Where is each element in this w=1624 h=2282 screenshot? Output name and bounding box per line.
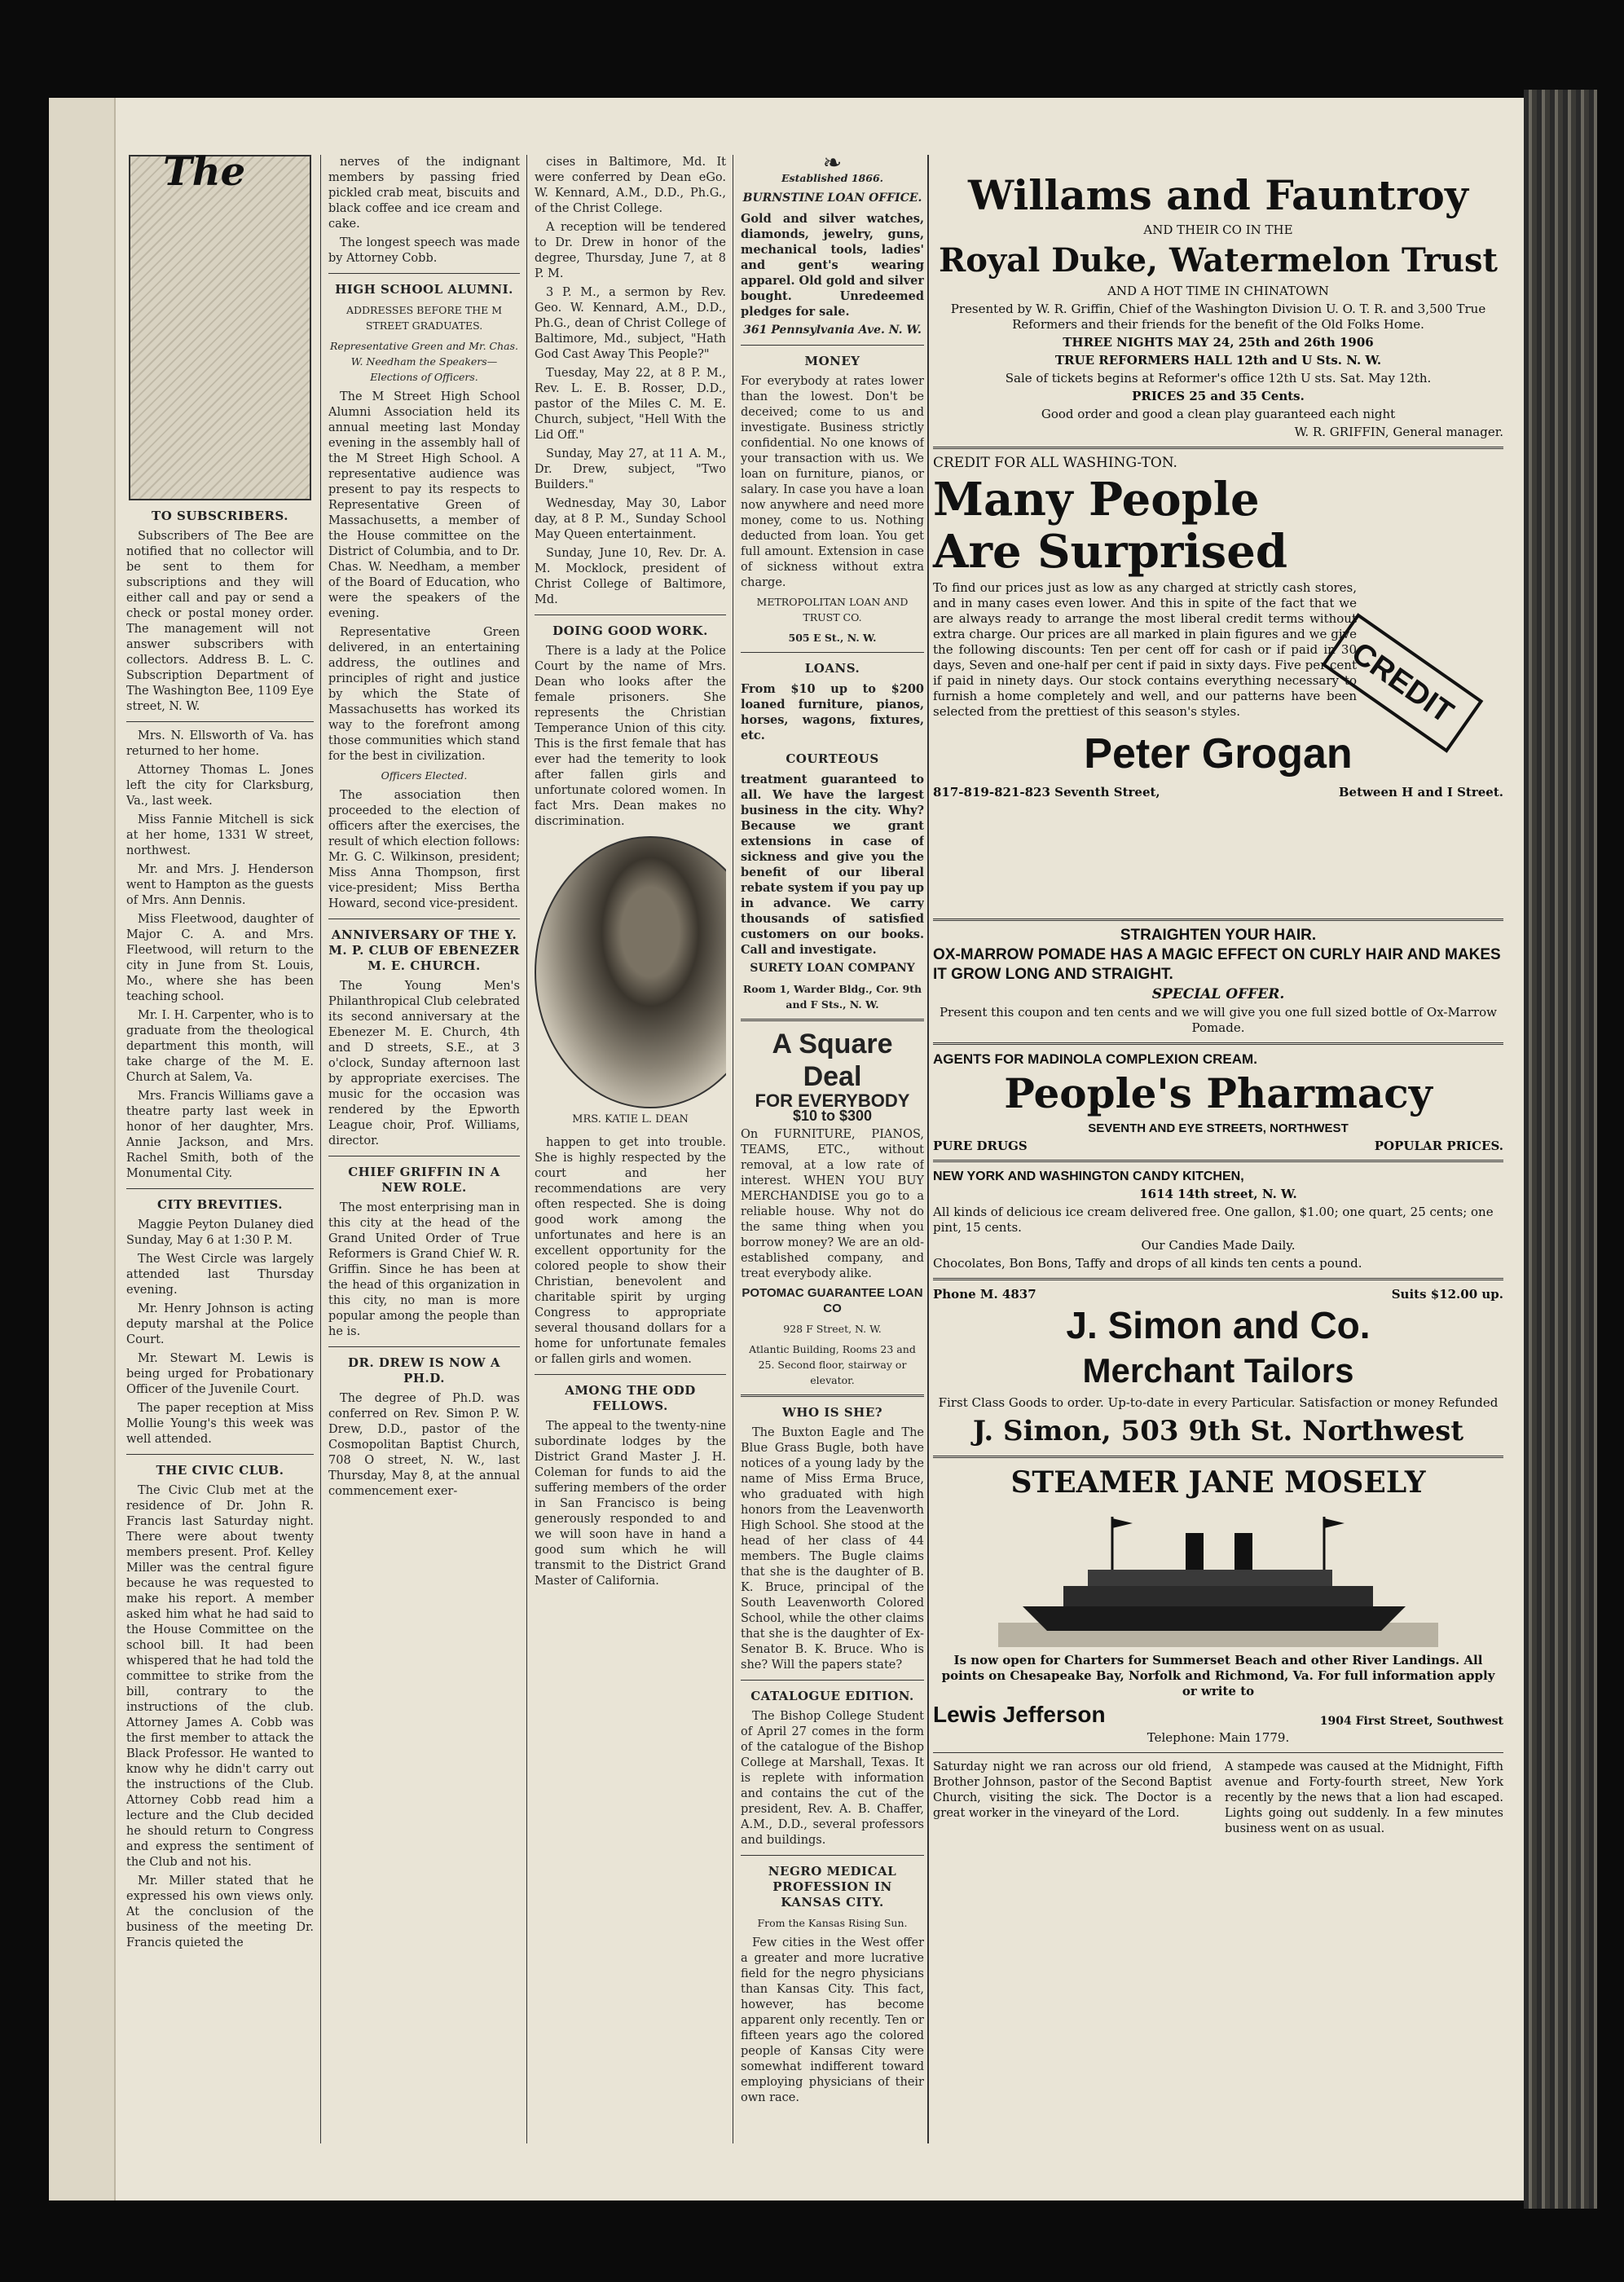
- col3-opening-2: A reception will be tendered to Dr. Drew in honor of the degree, Thursday, June 7, at 8 P. M.: [535, 221, 726, 280]
- simon-text: First Class Goods to order. Up-to-date in every Particular. Satisfaction or money Refunded: [938, 1395, 1499, 1410]
- local-item: Miss Fannie Mitchell is sick at her home, 1331 W street, northwest.: [126, 813, 314, 857]
- sermon-item: 3 P. M., a sermon by Rev. Geo. W. Kennard, A.M., D.D., Ph.G., dean of Christ College of Baltimore, Md., subject, "Hath God Cast Away This People?": [535, 286, 726, 361]
- wf-line-5: TRUE REFORMERS HALL 12th and U Sts. N. W.: [1054, 353, 1382, 368]
- square-deal-sub: FOR EVERYBODY: [755, 1090, 910, 1111]
- steamer-text: Is now open for Charters for Summerset Beach and other River Landings. All points on Chesapeake Bay, Norfolk and Richmond, Va. For full information apply or write to: [941, 1653, 1495, 1698]
- work-text-2: happen to get into trouble. She is highly respected by the court and her recommendations are very often respected. She is doing good work among the unfortunates and here is an excellent opportunity for the colored people to show their Christian, benevolent and charitable spirit by urging Congress to appropriate several thousand dollars for a home for unfortunate females or fallen girls and women.: [535, 1136, 726, 1366]
- griffin-heading: CHIEF GRIFFIN IN A NEW ROLE.: [348, 1165, 500, 1195]
- square-deal-text: On FURNITURE, PIANOS, TEAMS, ETC., without removal, at a low rate of interest. WHEN YOU BUY MERCHANDISE you go to a reliable house. Why not do the same thing when you borrow money? We are an old-established company, and treat everybody alike.: [741, 1128, 924, 1280]
- civic-text-2: Mr. Miller stated that he expressed his own views only. At the conclusion of the business of the meeting Dr. Francis quieted the: [126, 1874, 314, 1949]
- col3-opening: cises in Baltimore, Md. It were conferred by Dean eGo. W. Kennard, A.M., D.D., Ph.G., of the Christ College.: [535, 156, 726, 215]
- pharmacy-ad: [933, 1051, 1503, 1153]
- column-4: [741, 155, 924, 2109]
- catalogue-text: The Bishop College Student of April 27 comes in the form of the catalogue of the Bishop College at Marshall, Texas. It is replete with information and contains the cut of the president, Rev. A. B. Chaffer, A.M., D.D., several professors and buildings.: [741, 1710, 924, 1847]
- simon-sub: Merchant Tailors: [1082, 1351, 1354, 1390]
- hair-line-1: STRAIGHTEN YOUR HAIR.: [1120, 927, 1317, 944]
- wf-line-2: AND A HOT TIME IN CHINATOWN: [1107, 284, 1329, 298]
- wf-line-1: AND THEIR CO IN THE: [1143, 222, 1293, 237]
- bottom-items: [933, 1760, 1503, 1837]
- local-item: Attorney Thomas L. Jones left the city for Clarksburg, Va., last week.: [126, 764, 314, 808]
- surety-address: Room 1, Warder Bldg., Cor. 9th and F Sts., N. W.: [742, 983, 922, 1011]
- grogan-text: To find our prices just as low as any charged at strictly cash stores, and in many cases even lower. And this in spite of the fact that we are always ready to arrange the most liberal credit terms without extra charge. Our prices are all marked in plain figures and we give the following discounts: Ten per cent off for cash or if paid in 30 days, Seven and one-half per cent if paid in sixty days. Five per cent if paid in ninety days. Our stock contains everything necessary to furnish a home completely and well, and our patterns have been selected from the prettiest of this season's styles.: [933, 580, 1357, 719]
- column-2: [328, 155, 520, 1503]
- ymp-heading: ANNIVERSARY OF THE Y. M. P. CLUB OF EBENEZER M. E. CHURCH.: [328, 927, 520, 973]
- steamer-ad: [933, 1465, 1503, 1746]
- candy-address: 1614 14th street, N. W.: [1139, 1187, 1297, 1201]
- burnstine-address: 361 Pennsylvania Ave. N. W.: [743, 324, 922, 337]
- brevity-item: Mr. Henry Johnson is acting deputy marshal at the Police Court.: [126, 1302, 314, 1346]
- drew-text: The degree of Ph.D. was conferred on Rev. Simon P. W. Drew, D.D., pastor of the Cosmopolitan Baptist Church, 708 O street, N. W., last Thursday, May 8, at the annual commencement exer-: [328, 1392, 520, 1498]
- col2-opening-2: The longest speech was made by Attorney Cobb.: [328, 236, 520, 265]
- drew-heading: DR. DREW IS NOW A PH.D.: [348, 1355, 500, 1386]
- catalogue-heading: CATALOGUE EDITION.: [750, 1689, 914, 1703]
- sermon-item: Sunday, May 27, at 11 A. M., Dr. Drew, subject, "Two Builders.": [535, 447, 726, 491]
- potomac-address-2: Atlantic Building, Rooms 23 and 25. Second floor, stairway or elevator.: [749, 1343, 916, 1386]
- grogan-head-1: Many People: [933, 473, 1260, 526]
- column-3: [535, 155, 726, 1593]
- williams-fauntroy-ad: [933, 171, 1503, 440]
- negro-text: Few cities in the West offer a greater and more lucrative field for the negro physicians than Kansas City. This fact, however, has become apparent only recently. Ten or fifteen years ago the colored people of Kansas City were somewhat indifferent toward employing physicians of their own race.: [741, 1936, 924, 2104]
- column-1: [126, 155, 314, 1954]
- money-heading: MONEY: [804, 354, 860, 368]
- ox-marrow-ad: [933, 927, 1503, 1036]
- metro-name: METROPOLITAN LOAN AND TRUST CO.: [756, 596, 909, 623]
- newspaper-page: [49, 98, 1524, 2200]
- wf-line-7: PRICES 25 and 35 Cents.: [1132, 389, 1305, 403]
- steamer-ship-icon: [998, 1509, 1438, 1647]
- officers-text: The association then proceeded to the election of officers after the exercises, the result of which election follows: Mr. G. C. Wilkinson, president; Miss Anna Thompson, first vice-president; Miss Bertha Howard, second vice-president.: [328, 789, 520, 910]
- pharm-address: SEVENTH AND EYE STREETS, NORTHWEST: [1088, 1121, 1349, 1135]
- alumni-text-2: Representative Green delivered, in an entertaining address, the outlines and principles of right and justice by which the State of Massachusetts has worked its way to the forefront among those communities which stand for the best in civilization.: [328, 626, 520, 763]
- wf-title: Willams and Fauntroy: [968, 171, 1468, 219]
- ads-column: [933, 171, 1503, 1837]
- local-item: Mr. I. H. Carpenter, who is to graduate from the theological department this month, will take charge of the M. E. Church at Salem, Va.: [126, 1009, 314, 1084]
- burnstine-name: BURNSTINE LOAN OFFICE.: [742, 192, 922, 205]
- ornament-icon: ❧: [822, 155, 843, 176]
- alumni-heading: HIGH SCHOOL ALUMNI.: [335, 282, 513, 297]
- simon-ad: [933, 1287, 1503, 1449]
- bottom-right-item: A stampede was caused at the Midnight, Fifth avenue and Forty-fourth street, New York recently by the news that a lion had escaped. Lights going out suddenly. In a few minutes business went on as usual.: [1225, 1760, 1503, 1835]
- who-text: The Buxton Eagle and The Blue Grass Bugle, both have notices of a young lady by the name of Miss Erma Bruce, who graduated with high honors from the Leavenworth High School. She stood at the head of her class of 44 members. The Bugle claims that she is the daughter of B. K. Bruce, principal of the South Leavenworth Colored School, while the other claims that she is the daughter of Ex-Senator B. K. Bruce. Who is she? Will the papers state?: [741, 1426, 924, 1672]
- courteous-text: treatment guaranteed to all. We have the largest business in the city. Why? Because we grant extensions in case of sickness and give you the benefit of our liberal rebate system if you pay up in advance. We carry thousands of satisfied customers on our books. Call and investigate.: [741, 773, 924, 957]
- portrait-image: [535, 836, 726, 1108]
- square-deal-range: $10 to $300: [792, 1108, 873, 1124]
- metro-address: 505 E St., N. W.: [788, 632, 877, 644]
- civic-heading: THE CIVIC CLUB.: [156, 1463, 284, 1478]
- steamer-owner: Lewis Jefferson: [933, 1702, 1106, 1727]
- sermon-item: Tuesday, May 22, at 8 P. M., Rev. L. E. B. Rosser, D.D., pastor of the Miles C. M. E. Church, subject, "Hell With the Lid Off.": [535, 367, 726, 442]
- negro-heading: NEGRO MEDICAL PROFESSION IN KANSAS CITY.: [768, 1864, 897, 1910]
- pharm-right: POPULAR PRICES.: [1374, 1139, 1503, 1153]
- page-edge-stack: [1524, 90, 1597, 2209]
- previous-page-strip: [49, 98, 116, 2200]
- loan-established: Established 1866.: [781, 172, 883, 184]
- simon-name: J. Simon and Co.: [1066, 1304, 1371, 1346]
- courteous-heading: COURTEOUS: [786, 751, 879, 766]
- wf-line-3: Presented by W. R. Griffin, Chief of the Washington Division U. O. T. R. and 3,500 True Reformers and their friends for the benefit of the Old Folks Home.: [950, 302, 1486, 332]
- bottom-left-item: Saturday night we ran across our old friend, Brother Johnson, pastor of the Second Baptist Church, visiting the sick. The Doctor is a great worker in the vineyard of the Lord.: [933, 1760, 1212, 1820]
- fellows-heading: AMONG THE ODD FELLOWS.: [565, 1383, 696, 1413]
- wf-line-8: Good order and good a clean play guaranteed each night: [1041, 407, 1396, 421]
- brevity-item: Maggie Peyton Dulaney died Sunday, May 6 at 1:30 P. M.: [126, 1218, 314, 1247]
- steamer-title: STEAMER JANE MOSELY: [1010, 1465, 1426, 1500]
- loans-heading: LOANS.: [804, 661, 860, 676]
- steamer-phone: Telephone: Main 1779.: [1146, 1730, 1290, 1745]
- pharm-top: AGENTS FOR MADINOLA COMPLEXION CREAM.: [933, 1051, 1257, 1067]
- col2-opening: nerves of the indignant members by passing fried pickled crab meat, biscuits and black coffee and ice cream and cake.: [328, 156, 520, 231]
- pharm-name: People's Pharmacy: [1004, 1069, 1433, 1117]
- burnstine-text: Gold and silver watches, diamonds, jewelry, guns, mechanical tools, ladies' and gent's wearing apparel. Old gold and silver bought. Unredeemed pledges for sale.: [741, 212, 924, 319]
- grogan-ad: [933, 456, 1503, 912]
- officers-heading: Officers Elected.: [381, 769, 468, 782]
- potomac-name: POTOMAC GUARANTEE LOAN CO: [742, 1286, 923, 1315]
- brevity-item: The West Circle was largely attended last Thursday evening.: [126, 1253, 314, 1297]
- candy-title: NEW YORK AND WASHINGTON CANDY KITCHEN,: [933, 1170, 1244, 1183]
- candy-text: All kinds of delicious ice cream delivered free. One gallon, $1.00; one quart, 25 cents; one pint, 15 cents.: [933, 1205, 1494, 1235]
- brevity-item: The paper reception at Miss Mollie Young's this week was well attended.: [126, 1402, 314, 1446]
- alumni-text: The M Street High School Alumni Association held its annual meeting last Monday evening in the assembly hall of the M Street High School. A representative audience was present to pay its respects to Representative Green of Massachusetts, a member of the House committee on the District of Columbia, and to Dr. Chas. W. Needham, a member of the Board of Education, who were the speakers of the evening.: [328, 390, 520, 620]
- candy-text-2: Our Candies Made Daily.: [1141, 1238, 1296, 1253]
- civic-text: The Civic Club met at the residence of Dr. John R. Francis last Saturday night. There were about twenty members present. Prof. Kelley Miller was the central figure because he was requested to make his report. A member asked him what he had said to the House Committee on the school bill. It had been whispered that he had told the committee to strike from the bill, contrary to the instructions of the club. Attorney James A. Cobb was the first member to attack the Black Professor. He wanted to know why he didn't carry out the instructions of the Club. Attorney Cobb read him a lecture and the Club decided he should return to Congress and express the sentiment of the Club and not his.: [126, 1484, 314, 1869]
- ymp-text: The Young Men's Philanthropical Club celebrated its second anniversary at the Ebenezer M. E. Church, 4th and D streets, S.E., at 3 o'clock, Sunday afternoon last by appropriate exercises. The music for the occasion was rendered by the Epworth League choir, Prof. Williams, director.: [328, 980, 520, 1148]
- sermon-item: Wednesday, May 30, Labor day, at 8 P. M., Sunday School May Queen entertainment.: [535, 497, 726, 541]
- grogan-head-2: Are Surprised: [933, 525, 1287, 579]
- credit-stamp: CREDIT: [1322, 613, 1484, 753]
- money-text: For everybody at rates lower than the lowest. Don't be deceived; come to us and investigate. Business strictly confidential. No one knows of your transaction with us. We loan on furniture, pianos, or salary. In case you have a loan now anywhere and need more money, come to us. Nothing deducted from loan. You get full amount. Extension in case of sickness without extra charge.: [741, 375, 924, 589]
- simon-address: J. Simon, 503 9th St. Northwest: [972, 1415, 1464, 1447]
- sermon-item: Sunday, June 10, Rev. Dr. A. M. Mocklock, president of Christ College of Baltimore, Md.: [535, 547, 726, 606]
- brevities-heading: CITY BREVITIES.: [157, 1197, 283, 1212]
- work-text: There is a lady at the Police Court by the name of Mrs. Dean who looks after the female prisoners. She represents the Christian Temperance Union of this city. This is the first female that has ever had the temerity to look after fallen girls and unfortunate colored women. In fact Mrs. Dean makes no discrimination.: [535, 645, 726, 828]
- portrait-caption: MRS. KATIE L. DEAN: [572, 1113, 689, 1126]
- subscribers-heading: TO SUBSCRIBERS.: [152, 509, 288, 523]
- work-heading: DOING GOOD WORK.: [552, 623, 708, 638]
- hair-line-2: OX-MARROW POMADE HAS A MAGIC EFFECT ON CURLY HAIR AND MAKES IT GROW LONG AND STRAIGHT.: [933, 946, 1501, 983]
- grogan-between: Between H and I Street.: [1338, 785, 1503, 800]
- local-item: Mrs. Francis Williams gave a theatre party last week in honor of her daughter, Mrs. Annie Jackson, and Mrs. Rachel Smith, both of the Monumental City.: [126, 1090, 314, 1180]
- alumni-subheading: ADDRESSES BEFORE THE M STREET GRADUATES.: [345, 304, 503, 332]
- local-item: Miss Fleetwood, daughter of Major C. A. and Mrs. Fleetwood, will return to the city in June from St. Louis, Mo., where she has been teaching school.: [126, 913, 314, 1003]
- wf-line-9: W. R. GRIFFIN, General manager.: [1294, 425, 1503, 439]
- subscribers-text: Subscribers of The Bee are notified that no collector will be sent to them for subscriptions and they will either call and pay or send a check or postal money order. The management will not answer subscribers with collectors. Address B. L. C. Subscription Department of The Washington Bee, 1109 Eye street, N. W.: [126, 530, 314, 713]
- local-item: Mrs. N. Ellsworth of Va. has returned to her home.: [126, 729, 314, 758]
- grogan-address: 817-819-821-823 Seventh Street,: [933, 785, 1160, 800]
- fellows-text: The appeal to the twenty-nine subordinate lodges by the District Grand Master J. H. Coleman for funds to aid the suffering members of the order in San Francisco is being generously responded to and we will soon have in hand a good sum which he will transmit to the District Grand Master of California.: [535, 1420, 726, 1588]
- candy-text-3: Chocolates, Bon Bons, Taffy and drops of all kinds ten cents a pound.: [933, 1256, 1362, 1271]
- steamer-street: 1904 First Street, Southwest: [1319, 1715, 1503, 1728]
- potomac-address: 928 F Street, N. W.: [783, 1323, 882, 1335]
- who-heading: WHO IS SHE?: [781, 1405, 883, 1420]
- candy-ad: [933, 1169, 1503, 1271]
- alumni-deck: Representative Green and Mr. Chas. W. Needham the Speakers—Elections of Officers.: [329, 340, 519, 383]
- square-deal-heading: A Square Deal: [772, 1029, 893, 1092]
- local-item: Mr. and Mrs. J. Henderson went to Hampton as the guests of Mrs. Ann Dennis.: [126, 863, 314, 907]
- simon-suits: Suits $12.00 up.: [1391, 1287, 1503, 1302]
- pharm-left: PURE DRUGS: [933, 1139, 1028, 1153]
- griffin-text: The most enterprising man in this city at the head of the Grand United Order of True Reformers is Grand Chief W. R. Griffin. Since he has been at the head of this organization in this city, no man is more popular among the people than he is.: [328, 1201, 520, 1338]
- masthead-illustration: [129, 155, 311, 500]
- grogan-top: CREDIT FOR ALL WASHING-TON.: [933, 455, 1177, 471]
- offer-title: SPECIAL OFFER.: [1151, 986, 1285, 1002]
- simon-phone: Phone M. 4837: [933, 1287, 1036, 1302]
- brevity-item: Mr. Stewart M. Lewis is being urged for Probationary Officer of the Juvenile Court.: [126, 1352, 314, 1396]
- masthead-the-letters: The: [163, 155, 246, 195]
- grogan-name: Peter Grogan: [1084, 730, 1353, 778]
- negro-subheading: From the Kansas Rising Sun.: [757, 1917, 908, 1929]
- wf-title-2: Royal Duke, Watermelon Trust: [938, 241, 1498, 280]
- offer-text: Present this coupon and ten cents and we will give you one full sized bottle of Ox-Marrow Pomade.: [939, 1005, 1498, 1035]
- loans-text: From $10 up to $200 loaned furniture, pianos, horses, wagons, fixtures, etc.: [741, 682, 924, 742]
- wf-line-6: Sale of tickets begins at Reformer's office 12th U sts. Sat. May 12th.: [1005, 371, 1432, 385]
- surety-name: SURETY LOAN COMPANY: [750, 962, 915, 975]
- wf-line-4: THREE NIGHTS MAY 24, 25th and 26th 1906: [1063, 335, 1374, 350]
